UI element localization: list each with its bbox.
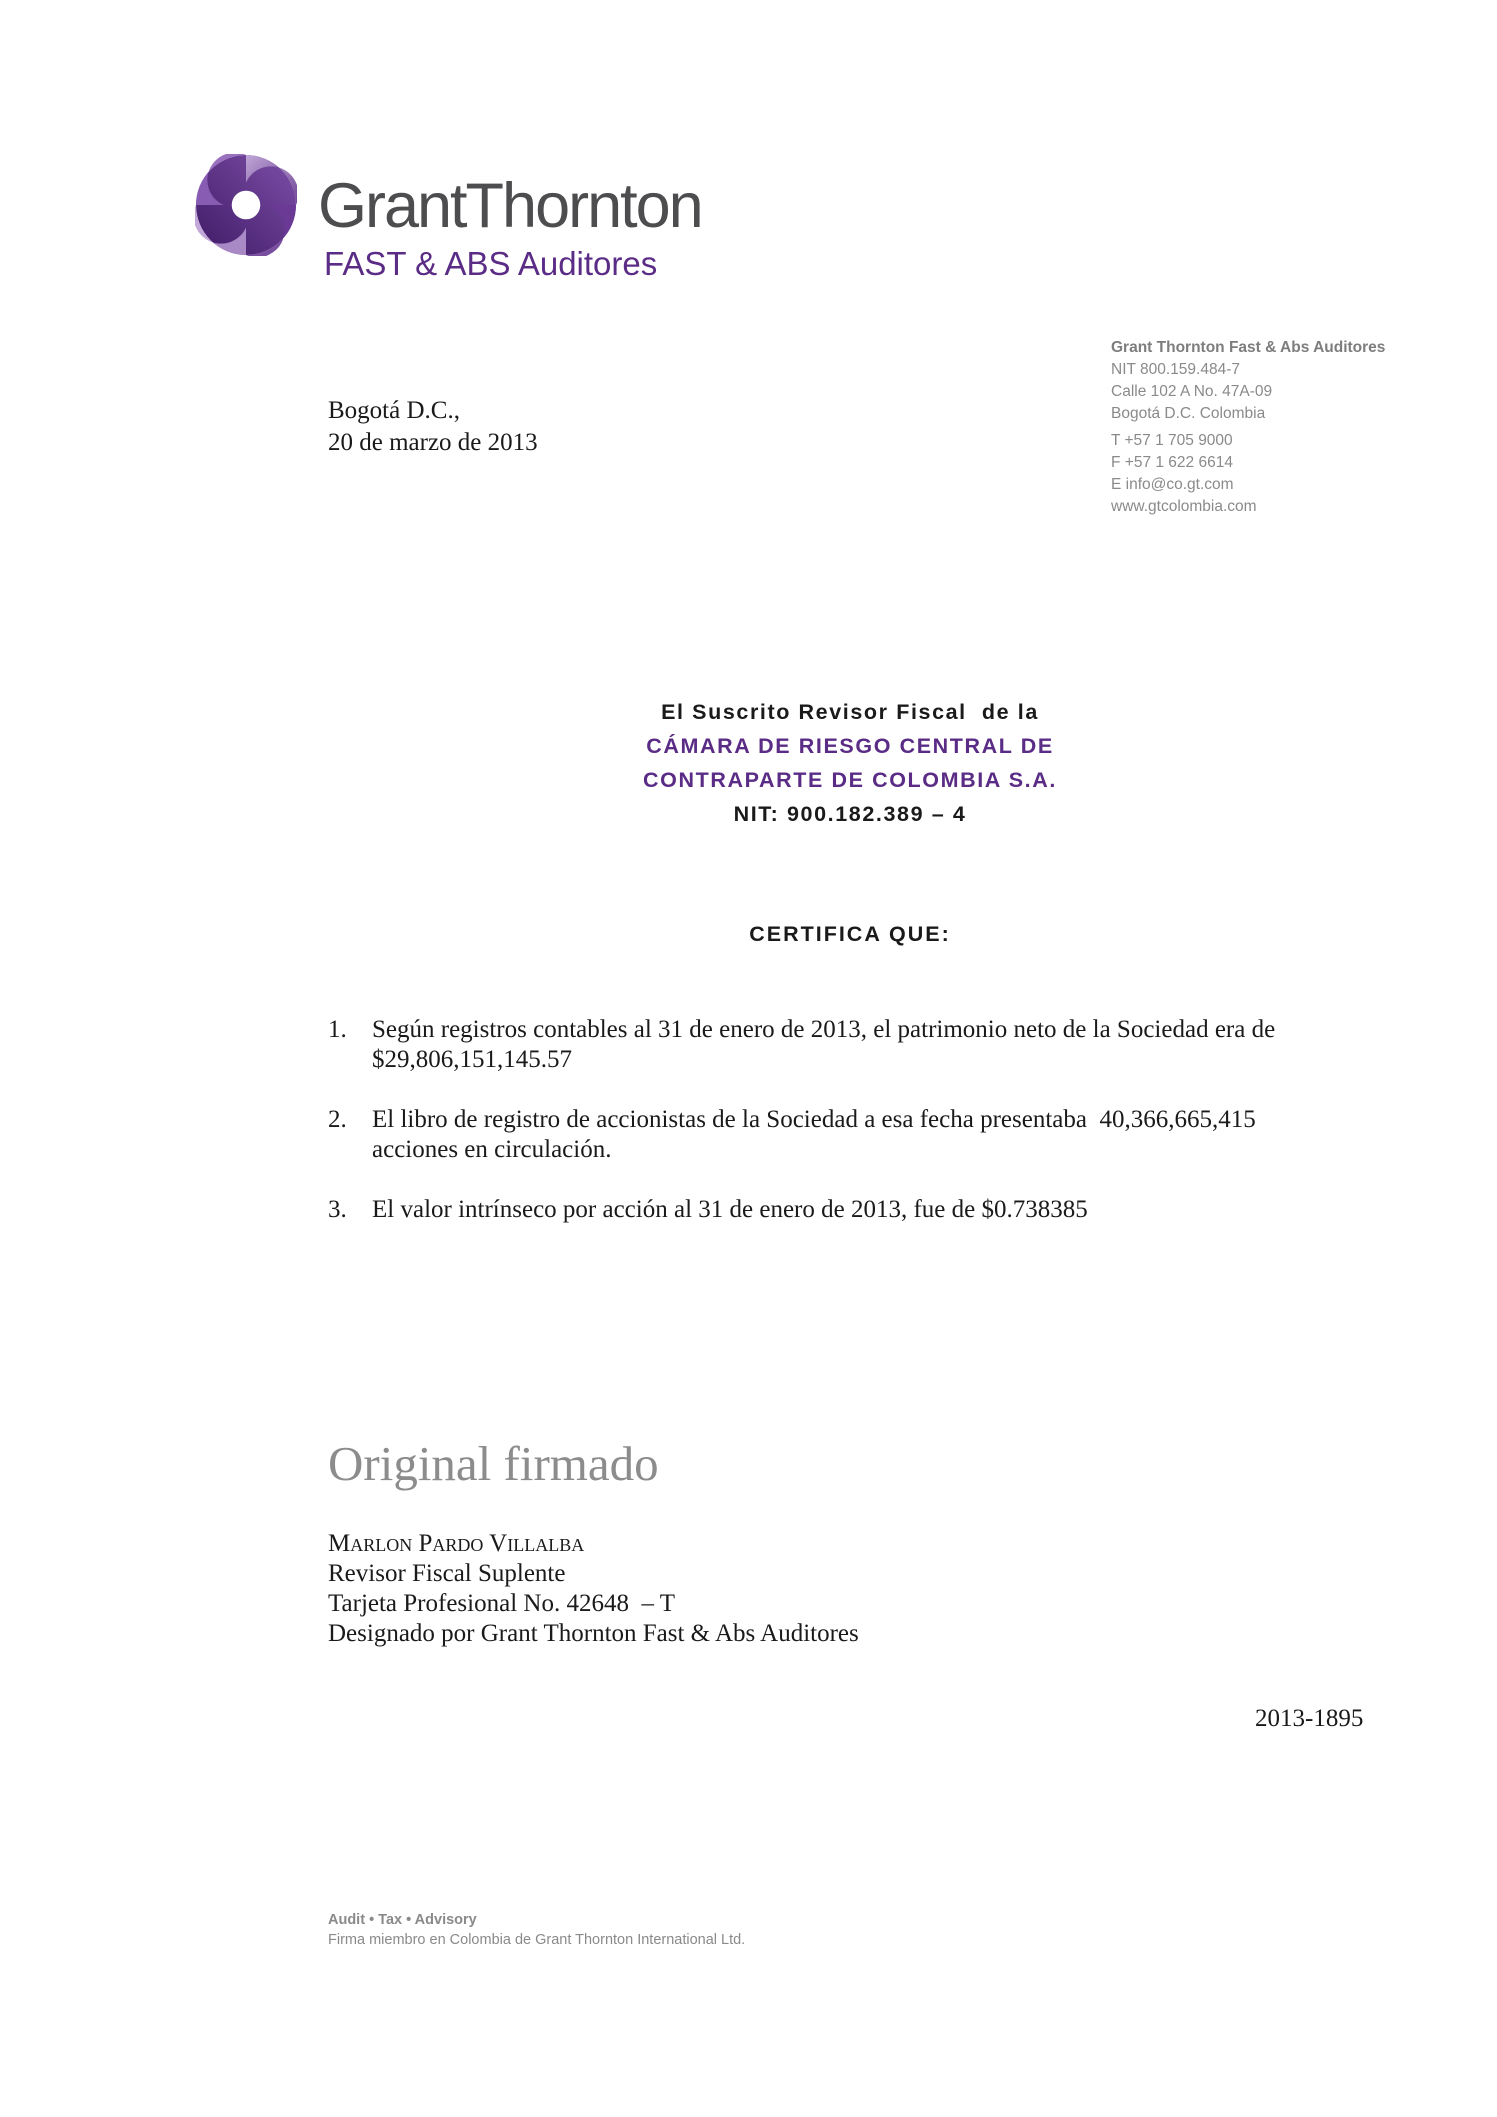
date: 20 de marzo de 2013	[328, 429, 538, 456]
brand-name: GrantThornton	[318, 171, 702, 241]
signer-card: Tarjeta Profesional No. 42648 – T	[328, 1590, 676, 1617]
heading-line-3: CONTRAPARTE DE COLOMBIA S.A.	[643, 768, 1057, 792]
place-date	[328, 395, 538, 459]
contact-nit: NIT 800.159.484-7	[1111, 361, 1240, 378]
contact-phone: T +57 1 705 9000	[1111, 432, 1233, 449]
certification-list	[328, 1015, 1328, 1255]
footer	[328, 1910, 745, 1950]
reference-number: 2013-1895	[1255, 1705, 1364, 1732]
list-item	[328, 1105, 1328, 1165]
contact-block	[1111, 337, 1385, 518]
certificate-heading	[560, 695, 1140, 831]
heading-line-1: El Suscrito Revisor Fiscal de la	[661, 700, 1039, 724]
heading-line-2: CÁMARA DE RIESGO CENTRAL DE	[646, 734, 1054, 758]
signer-designated: Designado por Grant Thornton Fast & Abs Auditores	[328, 1620, 859, 1647]
contact-fax: F +57 1 622 6614	[1111, 454, 1233, 471]
certifica-title: CERTIFICA QUE:	[749, 922, 951, 946]
contact-web: www.gtcolombia.com	[1111, 498, 1257, 515]
contact-address: Calle 102 A No. 47A-09	[1111, 383, 1273, 400]
item-number: 3.	[328, 1196, 347, 1223]
heading-line-4: NIT: 900.182.389 – 4	[733, 802, 967, 826]
item-text: Según registros contables al 31 de enero de 2013, el patrimonio neto de la Sociedad era de $29,806,151,145.57	[372, 1016, 1276, 1073]
footer-services: Audit • Tax • Advisory	[328, 1912, 477, 1928]
item-text: El libro de registro de accionistas de la Sociedad a esa fecha presentaba 40,366,665,415 acciones en circulación.	[372, 1106, 1262, 1163]
signer-name: Marlon Pardo Villalba	[328, 1530, 585, 1557]
grant-thornton-swirl-icon	[195, 154, 297, 256]
contact-firm: Grant Thornton Fast & Abs Auditores	[1111, 339, 1386, 356]
signer-title: Revisor Fiscal Suplente	[328, 1560, 566, 1587]
signature-stamp: Original firmado	[328, 1436, 659, 1491]
list-item	[328, 1015, 1328, 1075]
item-number: 2.	[328, 1106, 347, 1133]
footer-member: Firma miembro en Colombia de Grant Thornton International Ltd.	[328, 1932, 746, 1948]
contact-email: E info@co.gt.com	[1111, 476, 1234, 493]
signer-block	[328, 1529, 859, 1649]
place: Bogotá D.C.,	[328, 397, 460, 424]
item-number: 1.	[328, 1016, 347, 1043]
list-item	[328, 1195, 1328, 1225]
brand-subtitle: FAST & ABS Auditores	[324, 245, 658, 282]
contact-city: Bogotá D.C. Colombia	[1111, 405, 1266, 422]
item-text: El valor intrínseco por acción al 31 de enero de 2013, fue de $0.738385	[372, 1196, 1088, 1223]
